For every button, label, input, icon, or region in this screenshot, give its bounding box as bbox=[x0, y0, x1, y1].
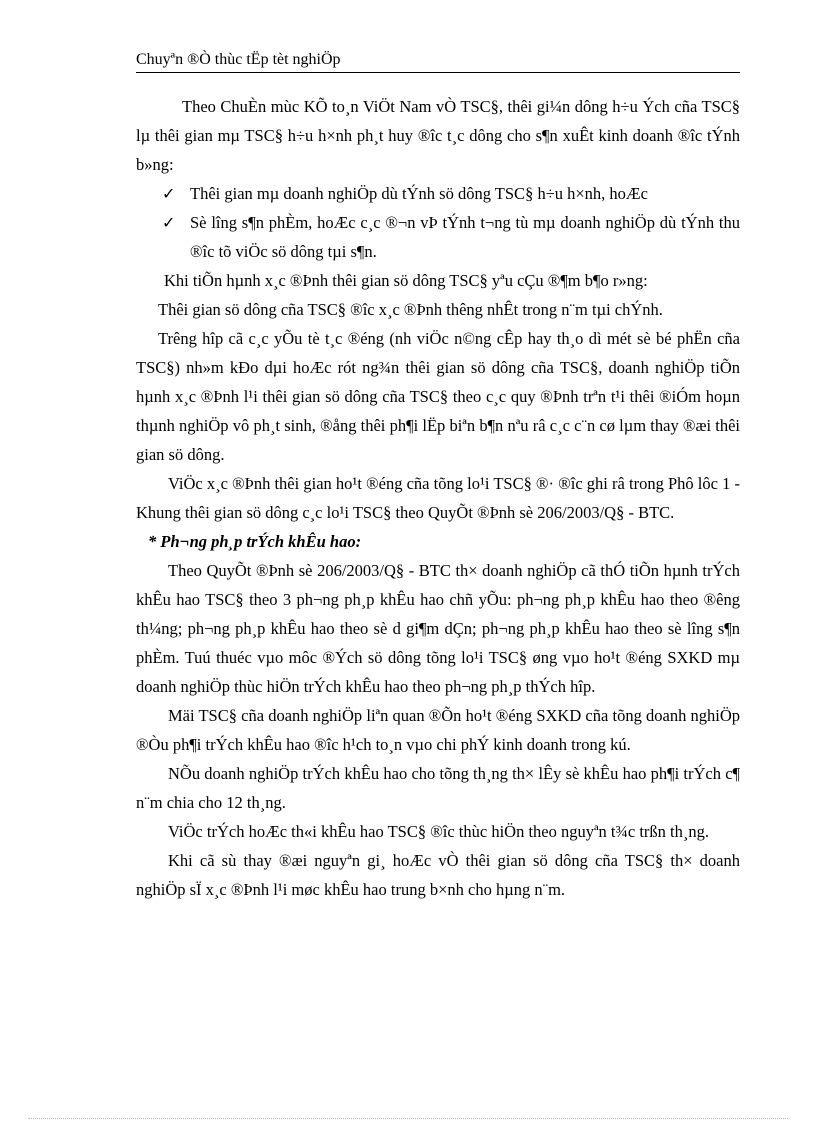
paragraph: Trêng hîp cã c¸c yÕu tè t¸c ®éng (nh viÖc n©ng cÊp hay th¸o dì mét sè bé phËn cña TSC§) nh»m kÐo dµi hoÆc rót ng¾n thêi gian sö dông cña TSC§, doanh nghiÖp tiÕn hµnh x¸c ®Þnh l¹i thêi gian sö dông cña TSC§ theo c¸c quy ®Þnh trªn t¹i thêi ®iÓm hoµn thµnh nghiÖp vô ph¸t sinh, ®ång thêi ph¶i lËp biªn b¶n nªu râ c¸c c¨n cø lµm thay ®æi thêi gian sö dông. bbox=[136, 329, 740, 464]
paragraph: Khi tiÕn hµnh x¸c ®Þnh thêi gian sö dông TSC§ yªu cÇu ®¶m b¶o r»ng: bbox=[164, 271, 648, 290]
bullet-item bbox=[136, 208, 740, 266]
header-title: Chuyªn ®Ò thùc tËp tèt nghiÖp bbox=[136, 51, 341, 68]
paragraph: ViÖc x¸c ®Þnh thêi gian ho¹t ®éng cña tõng lo¹i TSC§ ®· ®îc ghi râ trong Phô lôc 1 - Khung thêi gian sö dông c¸c lo¹i TSC§ theo QuyÕt ®Þnh sè 206/2003/Q§ - BTC. bbox=[136, 474, 740, 522]
paragraph: ViÖc trÝch hoÆc th«i khÊu hao TSC§ ®îc thùc hiÖn theo nguyªn t¾c trßn th¸ng. bbox=[168, 822, 709, 841]
page-bottom-divider bbox=[28, 1118, 788, 1119]
document-body bbox=[136, 92, 740, 904]
bullet-text: Thêi gian mµ doanh nghiÖp dù tÝnh sö dông TSC§ h÷u h×nh, hoÆc bbox=[190, 184, 648, 203]
page-header bbox=[136, 50, 740, 73]
bullet-text: Sè lîng s¶n phÈm, hoÆc c¸c ®¬n vÞ tÝnh t¬ng tù mµ doanh nghiÖp dù tÝnh thu ®îc tõ viÖc sö dông tµi s¶n. bbox=[190, 213, 740, 261]
paragraph: Thêi gian sö dông cña TSC§ ®îc x¸c ®Þnh thêng nhÊt trong n¨m tµi chÝnh. bbox=[158, 300, 663, 319]
section-heading: * Ph¬ng ph¸p trÝch khÊu hao: bbox=[148, 532, 362, 551]
paragraph: NÕu doanh nghiÖp trÝch khÊu hao cho tõng th¸ng th× lÊy sè khÊu hao ph¶i trÝch c¶ n¨m chia cho 12 th¸ng. bbox=[136, 764, 740, 812]
paragraph: Theo ChuÈn mùc KÕ to¸n ViÖt Nam vÒ TSC§, thêi gi¼n dông h÷u Ých cña TSC§ lµ thêi gian mµ TSC§ h÷u h×nh ph¸t huy ®îc t¸c dông cho s¶n xuÊt kinh doanh ®îc tÝnh b»ng: bbox=[136, 97, 740, 174]
checkmark-icon: ✓ bbox=[162, 213, 176, 232]
paragraph: Mäi TSC§ cña doanh nghiÖp liªn quan ®Õn ho¹t ®éng SXKD cña tõng doanh nghiÖp ®Òu ph¶i trÝch khÊu hao ®îc h¹ch to¸n vµo chi phÝ kinh doanh trong kú. bbox=[136, 706, 740, 754]
bullet-item bbox=[136, 179, 740, 208]
paragraph: Theo QuyÕt ®Þnh sè 206/2003/Q§ - BTC th× doanh nghiÖp cã thÓ tiÕn hµnh trÝch khÊu hao TSC§ theo 3 ph¬ng ph¸p khÊu hao chñ yÕu: ph¬ng ph¸p khÊu hao theo ®êng th¼ng; ph¬ng ph¸p khÊu hao theo sè d gi¶m dÇn; ph¬ng ph¸p khÊu hao theo sè lîng s¶n phÈm. Tuú thuéc vµo môc ®Ých sö dông tõng lo¹i TSC§ øng vµo ho¹t ®éng SXKD mµ doanh nghiÖp thùc hiÖn trÝch khÊu hao theo ph¬ng ph¸p thÝch hîp. bbox=[136, 561, 740, 696]
paragraph: Khi cã sù thay ®æi nguyªn gi¸ hoÆc vÒ thêi gian sö dông cña TSC§ th× doanh nghiÖp sÏ x¸c ®Þnh l¹i møc khÊu hao trung b×nh cho hµng n¨m. bbox=[136, 851, 740, 899]
checkmark-icon: ✓ bbox=[162, 184, 176, 203]
